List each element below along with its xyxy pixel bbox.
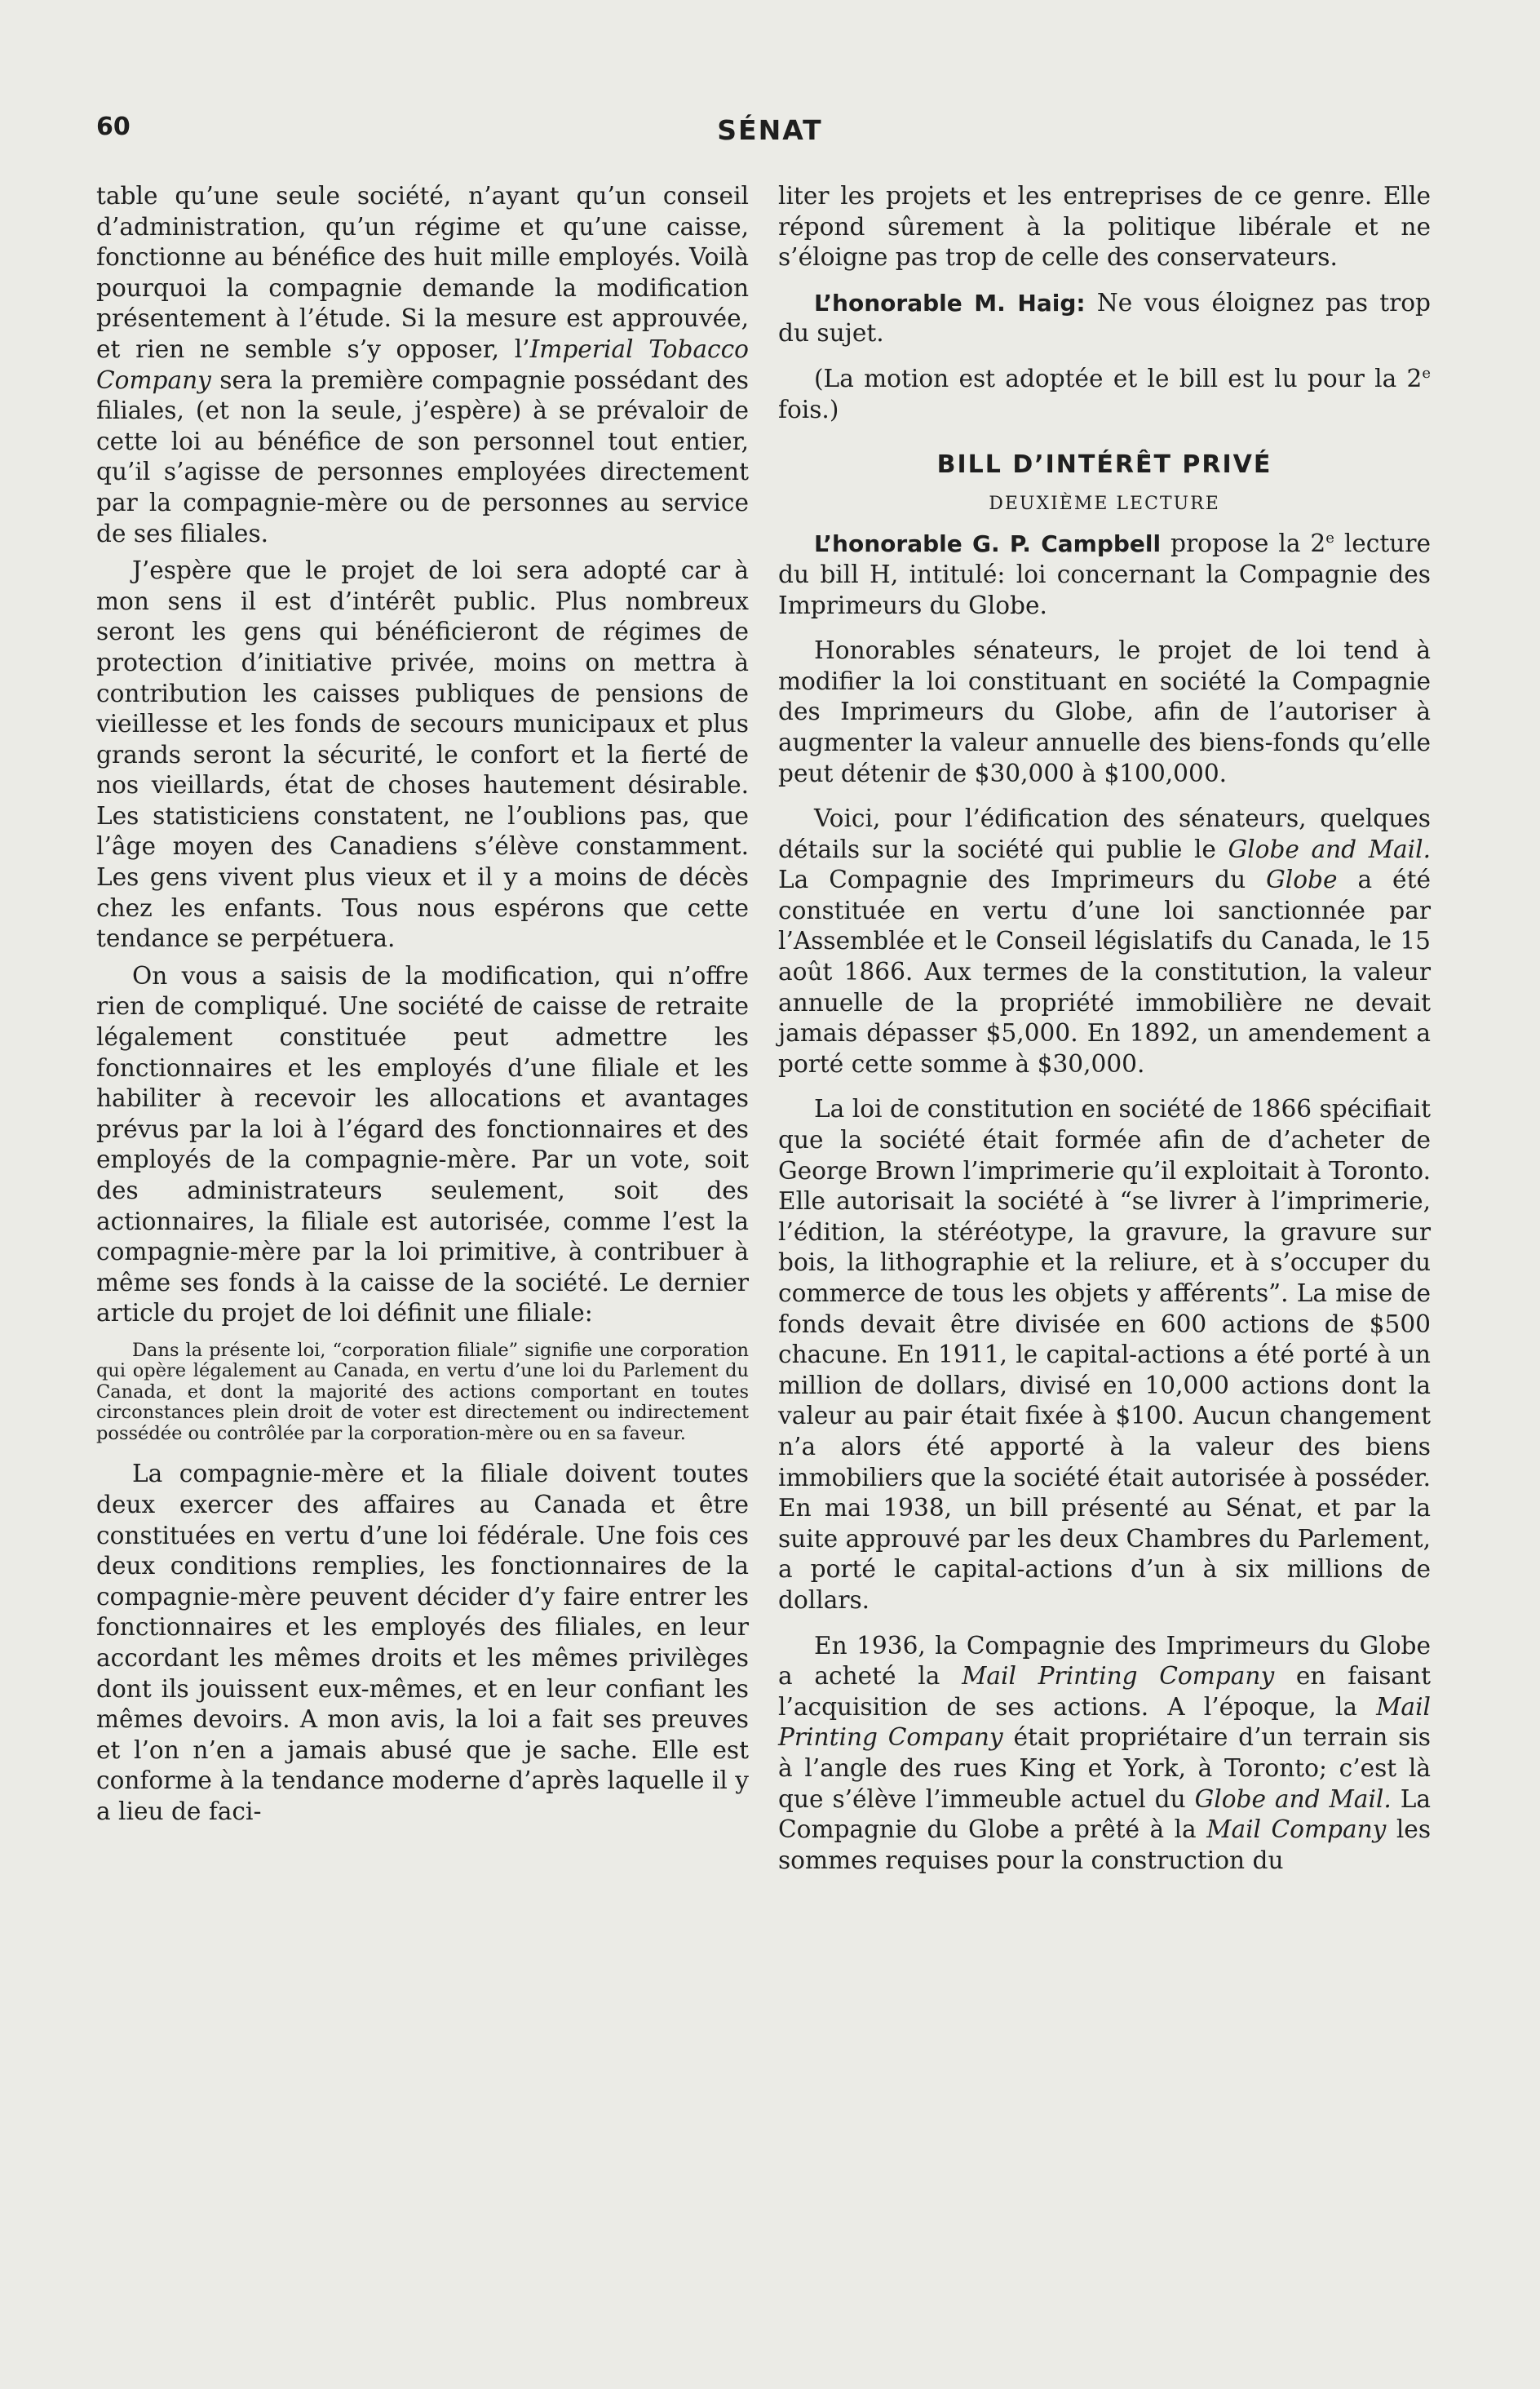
paragraph: En 1936, la Compagnie des Imprimeurs du Globe a acheté la Mail Printing Company en faisant l’acquisition de ses actions. A l’époque, la Mail Printing Company était propriétaire d’un terrain sis à l’angle des rues King et York, à Toronto; c’est là que s’élève l’immeuble actuel du Globe and Mail. La Compagnie du Globe a prêté à la Mail Company les sommes requises pour la construction du: [778, 1631, 1432, 1874]
left-column: [96, 181, 749, 1834]
page-header: [0, 108, 1540, 157]
paragraph: La loi de constitution en société de 1866 spécifiait que la société était formée afin de d’acheter de George Brown l’imprimerie qu’il exploitait à Toronto. Elle autorisait la société à “se livrer à l’imprimerie, l’édition, la stéréotype, la gravure, la gravure sur bois, la lithographie et la reliure, et à s’occuper du commerce de tous les objets y afférents”. La mise de fonds devait être divisée en 600 actions de $500 chacune. En 1911, le capital-actions a été porté à un million de dollars, divisé en 10,000 actions dont la valeur au pair était fixée à $100. Aucun changement n’a alors été apporté à la valeur des biens immobiliers que la société était autorisée à posséder. En mai 1938, un bill présenté au Sénat, et par la suite approuvé par les deux Chambres du Parlement, a porté le capital-actions d’un à six millions de dollars.: [778, 1095, 1431, 1614]
paragraph: liter les projets et les entreprises de ce genre. Elle répond sûrement à la politique libérale et ne s’éloigne pas trop de celle des conservateurs.: [778, 182, 1431, 272]
section-title: BILL D’INTÉRÊT PRIVÉ: [936, 450, 1272, 480]
page-number: 60: [96, 113, 131, 141]
right-column: [778, 181, 1431, 1882]
motion-note: (La motion est adoptée et le bill est lu pour la 2e fois.): [778, 364, 1431, 423]
section-subtitle: DEUXIÈME LECTURE: [989, 493, 1220, 514]
speaker-name: L’honorable M. Haig:: [814, 289, 1086, 317]
running-head: SÉNAT: [717, 114, 823, 146]
speaker-paragraph: L’honorable M. Haig: Ne vous éloignez pas trop du sujet.: [778, 288, 1431, 348]
paragraph: Honorables sénateurs, le projet de loi tend à modifier la loi constituant en société la Compagnie des Imprimeurs du Globe, afin de l’autoriser à augmenter la valeur annuelle des biens-fonds qu’elle peut détenir de $30,000 à $100,000.: [778, 636, 1431, 787]
paragraph: On vous a saisis de la modification, qui n’offre rien de compliqué. Une société de caisse de retraite légalement constituée peut admettre les fonctionnaires et les employés d’une filiale et les habiliter à recevoir les allocations et avantages prévus par la loi à l’égard des fonctionnaires et des employés de la compagnie-mère. Par un vote, soit des administrateurs seulement, soit des actionnaires, la filiale est autorisée, comme l’est la compagnie-mère par la loi primitive, à contribuer à même ses fonds à la caisse de la société. Le dernier article du projet de loi définit une filiale:: [96, 961, 749, 1327]
paragraph: La compagnie-mère et la filiale doivent toutes deux exercer des affaires au Canada et être constituées en vertu d’une loi fédérale. Une fois ces deux conditions remplies, les fonctionnaires de la compagnie-mère peuvent décider d’y faire entrer les fonctionnaires et les employés des filiales, en leur accordant les mêmes droits et les mêmes privilèges dont ils jouissent eux-mêmes, et en leur confiant les mêmes devoirs. A mon avis, la loi a fait ses preuves et l’on n’en a jamais abusé que je sache. Elle est conforme à la tendance moderne d’après laquelle il y a lieu de faci-: [96, 1460, 749, 1825]
speaker-name: L’honorable G. P. Campbell: [814, 530, 1162, 558]
paragraph: J’espère que le projet de loi sera adopté car à mon sens il est d’intérêt public. Plus nombreux seront les gens qui bénéficieront de régimes de protection d’initiative privée, moins on mettra à contribution les caisses publiques de pensions de vieillesse et les fonds de secours municipaux et plus grands seront la sécurité, le confort et la fierté de nos vieillards, état de choses hautement désirable. Les statisticiens constatent, ne l’oublions pas, que l’âge moyen des Canadiens s’élève constamment. Les gens vivent plus vieux et il y a moins de décès chez les enfants. Tous nous espérons que cette tendance se perpétuera.: [96, 556, 749, 953]
quoted-definition: Dans la présente loi, “corporation filiale” signifie une corporation qui opère légalement au Canada, en vertu d’une loi du Parlement du Canada, et dont la majorité des actions comportant en toutes circonstances plein droit de voter est directement ou indirectement possédée ou contrôlée par la corporation-mère ou en sa faveur.: [96, 1339, 749, 1444]
paragraph: Voici, pour l’édification des sénateurs, quelques détails sur la société qui publie le Globe and Mail. La Compagnie des Imprimeurs du Globe a été constituée en vertu d’une loi sanctionnée par l’Assemblée et le Conseil législatifs du Canada, le 15 août 1866. Aux termes de la constitution, la valeur annuelle de la propriété immobilière ne devait jamais dépasser $5,000. En 1892, un amendement a porté cette somme à $30,000.: [778, 804, 1431, 1078]
paragraph: table qu’une seule société, n’ayant qu’un conseil d’administration, qu’un régime et qu’une caisse, fonctionne au bénéfice des huit mille employés. Voilà pourquoi la compagnie demande la modification présentement à l’étude. Si la mesure est approuvée, et rien ne semble s’y opposer, l’Imperial Tobacco Company sera la première compagnie possédant des filiales, (et non la seule, j’espère) à se prévaloir de cette loi au bénéfice de son personnel tout entier, qu’il s’agisse de personnes employées directement par la compagnie-mère ou de personnes au service de ses filiales.: [96, 182, 750, 547]
speaker-paragraph: L’honorable G. P. Campbell propose la 2e lecture du bill H, intitulé: loi concernant la Compagnie des Imprimeurs du Globe.: [778, 530, 1431, 619]
